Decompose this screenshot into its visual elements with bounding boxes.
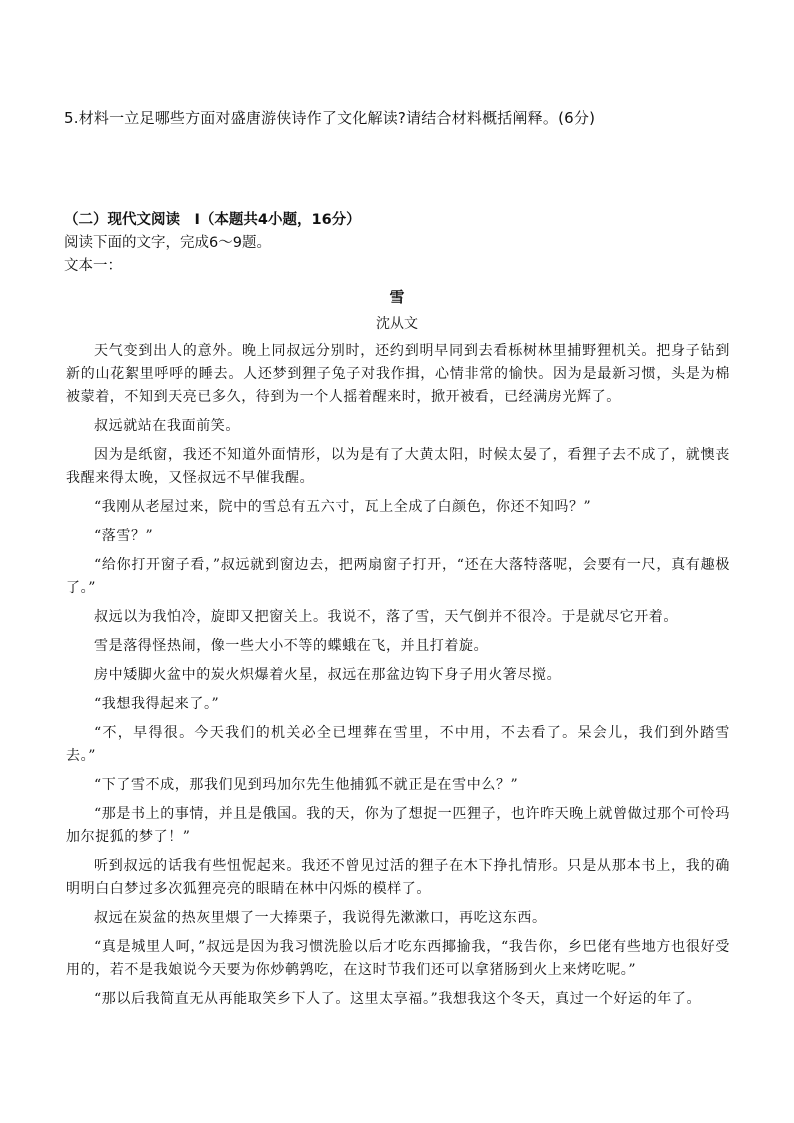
paragraph: “真是城里人呵，”叔远是因为我习惯洗脸以后才吃东西揶揄我，“我告你，乡巴佬有些地方也很好受用的，若不是我娘说今天要为你炒鹌鹑吃，在这时节我们还可以拿猪肠到火上来烤吃呢。” <box>66 939 730 978</box>
section-instruction: 阅读下面的文字，完成6～9题。 <box>64 235 271 251</box>
paragraph: 听到叔远的话我有些忸怩起来。我还不曾见过活的狸子在木下挣扎情形。只是从那本书上，我的确明明白白梦过多次狐狸亮亮的眼睛在林中闪烁的模样了。 <box>66 858 730 897</box>
paragraph: “那以后我简直无从再能取笑乡下人了。这里太享福。”我想我这个冬天，真过一个好运的年了。 <box>94 991 702 1007</box>
paragraph: “我刚从老屋过来，院中的雪总有五六寸，瓦上全成了白颜色，你还不知吗？” <box>94 499 592 515</box>
section-heading: （二）现代文阅读 Ⅰ（本题共4小题，16分） <box>64 212 361 228</box>
paragraph: 叔远就站在我面前笑。 <box>94 418 240 434</box>
paragraph: “下了雪不成，那我们见到玛加尔先生他捕狐不就正是在雪中么？” <box>94 777 519 793</box>
article-body <box>66 340 730 1017</box>
article-title: 雪 <box>389 288 405 306</box>
paragraph: 叔远在炭盆的热灰里煨了一大捧栗子，我说得先漱漱口，再吃这东西。 <box>94 910 547 926</box>
paragraph: “我想我得起来了。” <box>94 696 220 712</box>
paragraph: 雪是落得怪热闹，像一些大小不等的蝶蛾在飞，并且打着旋。 <box>94 638 489 654</box>
text-label: 文本一： <box>64 258 122 274</box>
paragraph: “落雪？” <box>94 528 154 544</box>
paragraph: 因为是纸窗，我还不知道外面情形，以为是有了大黄太阳，时候太晏了，看狸子去不成了，就懊丧我醒来得太晚，又怪叔远不早催我醒。 <box>66 447 730 486</box>
paragraph: “那是书上的事情，并且是俄国。我的天，你为了想捉一匹狸子，也许昨天晚上就曾做过那个可怜玛加尔捉狐的梦了！” <box>66 806 730 845</box>
article-author: 沈从文 <box>376 316 418 332</box>
paragraph: 房中矮脚火盆中的炭火炽爆着火星，叔远在那盆边钩下身子用火箸尽搅。 <box>94 667 562 683</box>
paragraph: 叔远以为我怕冷，旋即又把窗关上。我说不，落了雪，天气倒并不很冷。于是就尽它开着。 <box>94 609 678 625</box>
paragraph: “给你打开窗子看，”叔远就到窗边去，把两扇窗子打开，“还在大落特落呢，会要有一尺，真有趣极了。” <box>66 557 730 596</box>
reading-section <box>64 208 754 278</box>
question-5: 5.材料一立足哪些方面对盛唐游侠诗作了文化解读?请结合材料概括阐释。(6分) <box>64 109 596 127</box>
paragraph: “不，早得很。今天我们的机关必全已埋葬在雪里，不中用，不去看了。呆会儿，我们到外踏雪去。” <box>66 725 730 764</box>
paragraph: 天气变到出人的意外。晚上同叔远分别时，还约到明早同到去看栎树林里捕野狸机关。把身子钻到新的山花絮里呼呼的睡去。人还梦到狸子兔子对我作揖，心情非常的愉快。因为是最新习惯，头是为棉被蒙着，不知到天亮已多久，待到为一个人摇着醒来时，掀开被看，已经满房光辉了。 <box>66 343 730 405</box>
